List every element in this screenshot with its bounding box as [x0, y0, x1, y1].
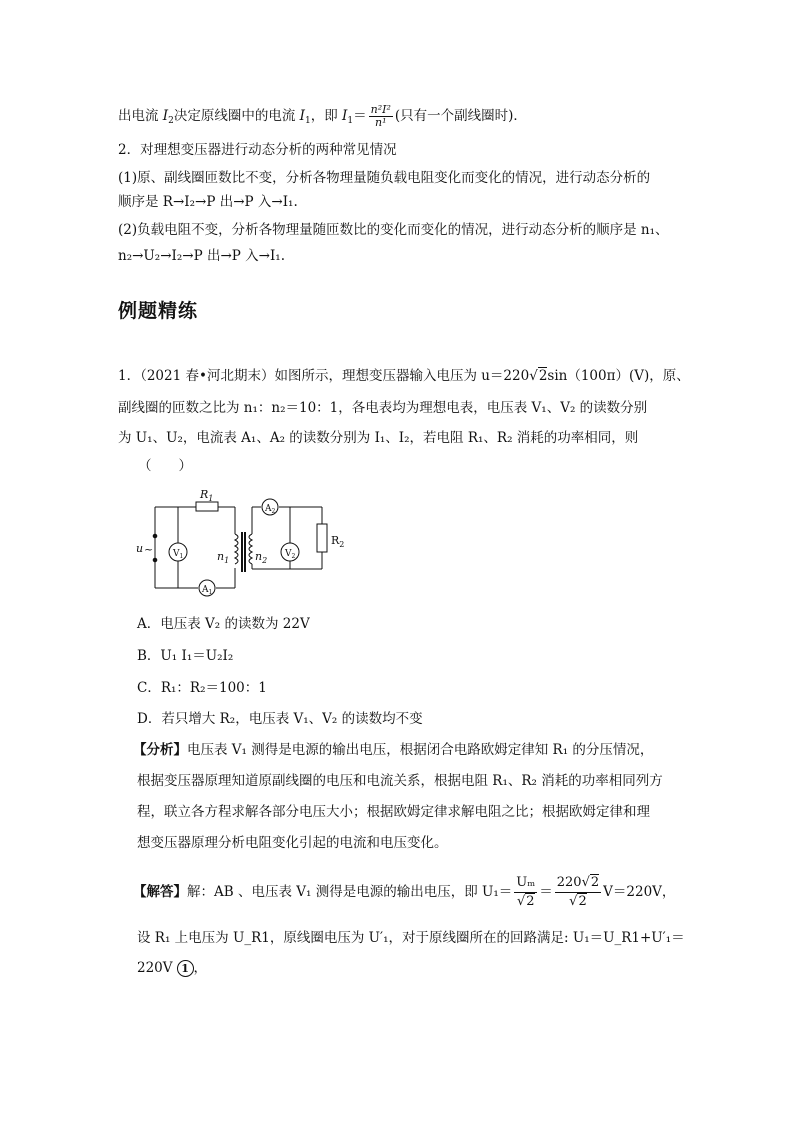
label-v2: $V_2$ [285, 549, 296, 560]
text: 电压表 V₁ 测得是电源的输出电压，根据闭合电路欧姆定律知 R₁ 的分压情况， [187, 742, 654, 758]
option-d: D．若只增大 R₂，电压表 V₁、V₂ 的读数均不变 [137, 711, 423, 727]
circled-number: 1 [177, 960, 194, 977]
text: ，即 [310, 108, 343, 124]
sqrt-radicand: 2 [538, 368, 548, 384]
label-r2: $R_2$ [331, 534, 345, 549]
text: sin（100π）(V)，原、 [547, 368, 690, 384]
item-2-line-2: n₂→U₂→I₂→P 出→P 入→I₁. [118, 248, 285, 264]
sqrt-radicand: 2 [526, 894, 535, 909]
equals: ＝ [539, 884, 553, 900]
sub: 1 [347, 116, 354, 126]
option-b: B．U₁ I₁＝U₂I₂ [137, 648, 234, 664]
resistor-r2 [317, 524, 327, 552]
analysis-line-1 [133, 740, 653, 760]
fraction-numerator: n²I² [370, 103, 391, 116]
fraction-220sqrt2-sqrt2 [555, 874, 601, 911]
symbol-i2: I [162, 108, 169, 124]
fraction-denominator: n¹ [375, 116, 387, 129]
section-heading: 例题精练 [118, 300, 199, 322]
intro-line-1 [118, 104, 527, 131]
analysis-line-3: 程，联立各方程求解各部分电压大小；根据欧姆定律求解电阻之比；根据欧姆定律和理 [137, 804, 650, 820]
text: (只有一个副线圈时)． [394, 108, 527, 124]
option-c: C．R₁：R₂＝100：1 [137, 680, 267, 696]
label-u: u [136, 542, 144, 555]
sub: 2 [168, 116, 174, 126]
solution-line-1 [133, 874, 675, 911]
label-ac: ~ [144, 543, 154, 556]
text: 解：AB 、电压表 V₁ 测得是电源的输出电压，即 U₁＝ [187, 884, 513, 900]
resistor-r1 [196, 502, 218, 511]
question-line-1 [118, 366, 690, 386]
label-r1: $R_1$ [200, 488, 214, 503]
solution-tag: 【解答】 [133, 884, 187, 900]
label-a2: $A_2$ [265, 504, 276, 515]
item-1-line-2: 顺序是 R→I₂→P 出→P 入→I₁. [118, 194, 298, 210]
text: 出电流 [118, 108, 163, 124]
fraction-denominator: √2 [569, 894, 587, 909]
symbol-i1: I [342, 108, 348, 124]
option-a: A．电压表 V₂ 的读数为 22V [137, 616, 310, 632]
solution-line-3 [137, 958, 207, 978]
text: 220 [556, 875, 582, 890]
symbol-i1: I [299, 108, 306, 124]
secondary-coil [249, 534, 252, 564]
sqrt-radicand: 2 [590, 875, 600, 890]
question-line-3: 为 U₁、U₂，电流表 A₁、A₂ 的读数分别为 I₁、I₂，若电阻 R₁、R₂ 消耗的功率相同，则 [118, 430, 639, 446]
text: V＝220V， [603, 884, 676, 900]
solution-line-2: 设 R₁ 上电压为 U_R1，原线圈电压为 U′₁，对于原线圈所在的回路满足: U₁＝U_R1+U′₁＝ [137, 930, 685, 946]
text: 220V [137, 960, 173, 976]
fraction-denominator: √2 [516, 894, 535, 909]
sqrt-radicand: 2 [578, 894, 587, 909]
equals: ＝ [353, 108, 367, 124]
fraction [369, 104, 393, 129]
analysis-tag: 【分析】 [133, 742, 187, 758]
circuit-diagram [130, 484, 350, 604]
analysis-line-2: 根据变压器原理知道原副线圈的电压和电流关系，根据电阻 R₁、R₂ 消耗的功率相同列方 [137, 773, 663, 789]
section-2-title: 2．对理想变压器进行动态分析的两种常见情况 [118, 142, 397, 158]
item-1-line-1: (1)原、副线圈匝数比不变，分析各物理量随负载电阻变化而变化的情况，进行动态分析的 [118, 170, 651, 186]
label-v1: $V_1$ [173, 549, 184, 560]
label-n2: $n_2$ [255, 550, 268, 565]
fraction-numerator: Uₘ [514, 874, 537, 893]
text: 1．（2021 春•河北期末）如图所示，理想变压器输入电压为 u＝220 [118, 368, 530, 384]
question-line-2: 副线圈的匝数之比为 n₁：n₂＝10：1，各电表均为理想电表，电压表 V₁、V₂ 的读数分别 [118, 400, 648, 416]
sub: 1 [305, 116, 311, 126]
label-n1: $n_1$ [217, 550, 230, 565]
label-a1: $A_1$ [202, 585, 213, 596]
primary-coil [235, 534, 238, 564]
text: 决定原线圈中的电流 [173, 108, 300, 124]
question-blank: （ ） [138, 458, 192, 474]
item-2-line-1: (2)负载电阻不变，分析各物理量随匝数比的变化而变化的情况，进行动态分析的顺序是 n₁、 [118, 222, 669, 238]
sqrt: √2 [529, 368, 548, 384]
fraction-numerator: 220√2 [555, 874, 601, 893]
analysis-line-4: 想变压器原理分析电阻变化引起的电流和电压变化。 [137, 835, 448, 851]
text: ， [193, 960, 208, 976]
fraction-um-sqrt2 [514, 874, 537, 911]
